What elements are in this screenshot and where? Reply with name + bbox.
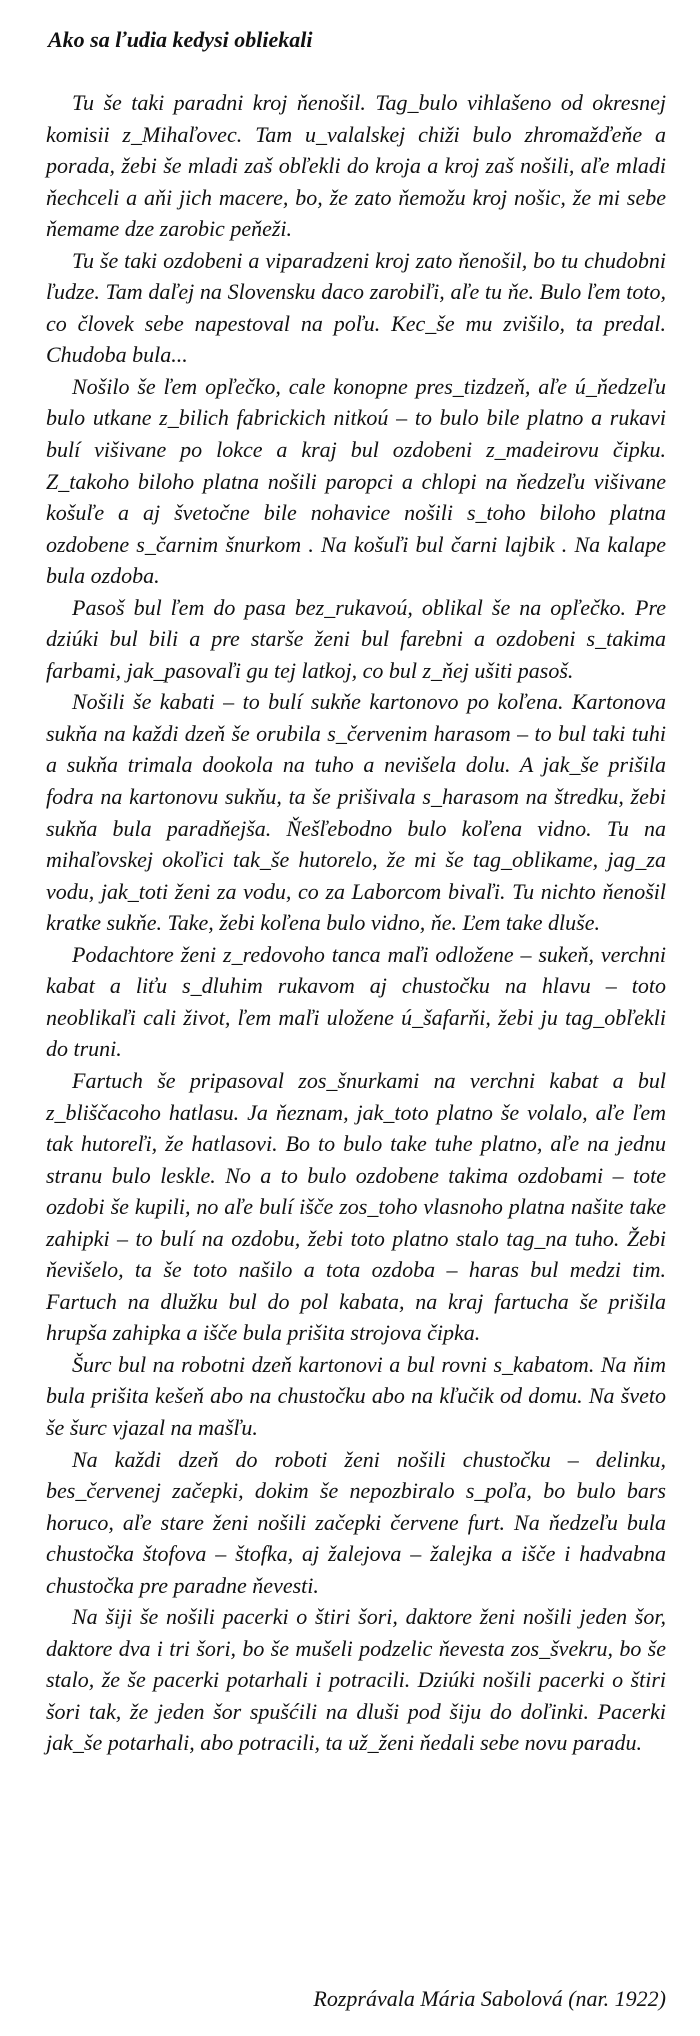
paragraph: Pasoš bul ľem do pasa bez_rukavoú, oblikal še na opľečko. Pre dziúki bul bili a pre starše ženi bul farebni a ozdobeni s_takima farbami, jak_pasovaľi gu tej latkoj, co bul z_ňej ušiti pasoš.: [46, 594, 666, 683]
paragraph: Fartuch še pripasoval zos_šnurkami na verchni kabat a bul z_bliščacoho hatlasu. Ja ňeznam, jak_toto platno še volalo, aľe ľem tak hutoreľi, že hatlasovi. Bo to bulo take tuhe platno, aľe na jednu stranu bulo leskle. No a to bulo ozdobene takima ozdobami – tote ozdobi še kupili, no aľe bulí išče zos_toho vlasnoho platna našite take zahipki – to bulí na ozdobu, žebi toto platno stalo tag_na tuho. Žebi ňevišelo, ta še toto našilo a tota ozdoba – haras bul medzi tim. Fartuch na dlužku bul do pol kabata, na kraj fartucha še prišila hrupša zahipka a išče bula prišita strojova čipka.: [46, 1067, 666, 1346]
paragraph: Tu še taki paradni kroj ňenošil. Tag_bulo vihlašeno od okresnej komisii z_Mihaľovec. Tam u_valalskej chiži bulo zhromažďeňe a porada, žebi še mladi zaš obľekli do kroja a kroj zaš nošili, aľe mladi ňechceli a aňi jich macere, bo, že zato ňemožu kroj nošic, že mi sebe ňemame dze zarobic peňeži.: [46, 90, 666, 242]
paragraph: Na každi dzeň do roboti ženi nošili chustočku – delinku, bes_červenej začepki, dokim še nepozbiralo s_poľa, bo bulo bars horuco, aľe stare ženi nošili začepki červene furt. Na ňedzeľu bula chustočka štofova – štofka, aj žalejova – žalejka a išče i hadvabna chustočka pre paradne ňevesti.: [46, 1446, 666, 1598]
paragraph: Šurc bul na robotni dzeň kartonovi a bul rovni s_kabatom. Na ňim bula prišita kešeň abo na chustočku abo na kľučik od domu. Na švetо še šurc vjazal na mašľu.: [46, 1351, 666, 1440]
document-body: [46, 87, 666, 1759]
paragraph: Nošilo še ľem opľečko, cale konopne pres_tizdzeň, aľe ú_ňedzeľu bulo utkane z_bilich fabrickich nitkoú – to bulo bile platno a rukavi bulí višivane po lokce a kraj bul ozdobeni z_madeirovu čipku. Z_takoho biloho platna nošili paropci a chlopi na ňedzeľu višivane košuľe a aj švetočne bile nohavice nošili s_toho biloho platna ozdobene s_čarnim šnurkom . Na košuľi bul čarni lajbik . Na kalape bula ozdoba.: [46, 373, 666, 589]
paragraph: Na šiji še nošili pacerki o štiri šori, daktore ženi nošili jeden šor, daktore dva i tri šori, bo še mušeli podzelic ňevesta zos_švekru, bo še stalo, že še pacerki potarhali i potracili. Dziúki nošili pacerki o štiri šori tak, že jeden šor spušćili na dluši pod šiju do doľinki. Pacerki jak_še potarhali, abo potracili, ta už_ženi ňedali sebe novu paradu.: [46, 1604, 666, 1756]
paragraph: Podachtore ženi z_redovoho tanca maľi odložene – sukeň, verchni kabat a liťu s_dluhim rukavom aj chustočku na hlavu – toto neoblikaľi cali život, ľem maľi uložene ú_šafarňi, žebi ju tag_obľekli do truni.: [46, 941, 666, 1062]
source-attribution: Rozprávala Mária Sabolová (nar. 1922): [313, 1986, 666, 2011]
document-title: Ako sa ľudia kedysi obliekali: [48, 27, 313, 52]
paragraph: Tu še taki ozdobeni a viparadzeni kroj zato ňenošil, bo tu chudobni ľudze. Tam daľej na Slovensku daco zarobiľi, aľe tu ňe. Bulo ľem toto, co človek sebe napestoval na poľu. Kec_še mu zvišilo, ta predal. Chudoba bula...: [46, 247, 666, 368]
paragraph: Nošili še kabati – to bulí sukňe kartonovo po koľena. Kartonova sukňa na každi dzeň še orubila s_červenim harasom – to bul taki tuhi a sukňa trimala dookola na tuho a nevišela dolu. A jak_še prišila fodra na kartonovu sukňu, ta še prišivala s_harasom na štredku, žebi sukňa bula paradňejša. Ňešľebodno bulo koľena vidno. Tu na mihaľovskej okoľici tak_še hutorelo, že mi še tag_oblikame, jag_za vodu, jak_toti ženi za vodu, co za Laborcom bivaľi. Tu nichto ňenošil kratke sukňe. Take, žebi koľena bulo vidno, ňe. Ľem take dluše.: [46, 689, 666, 936]
